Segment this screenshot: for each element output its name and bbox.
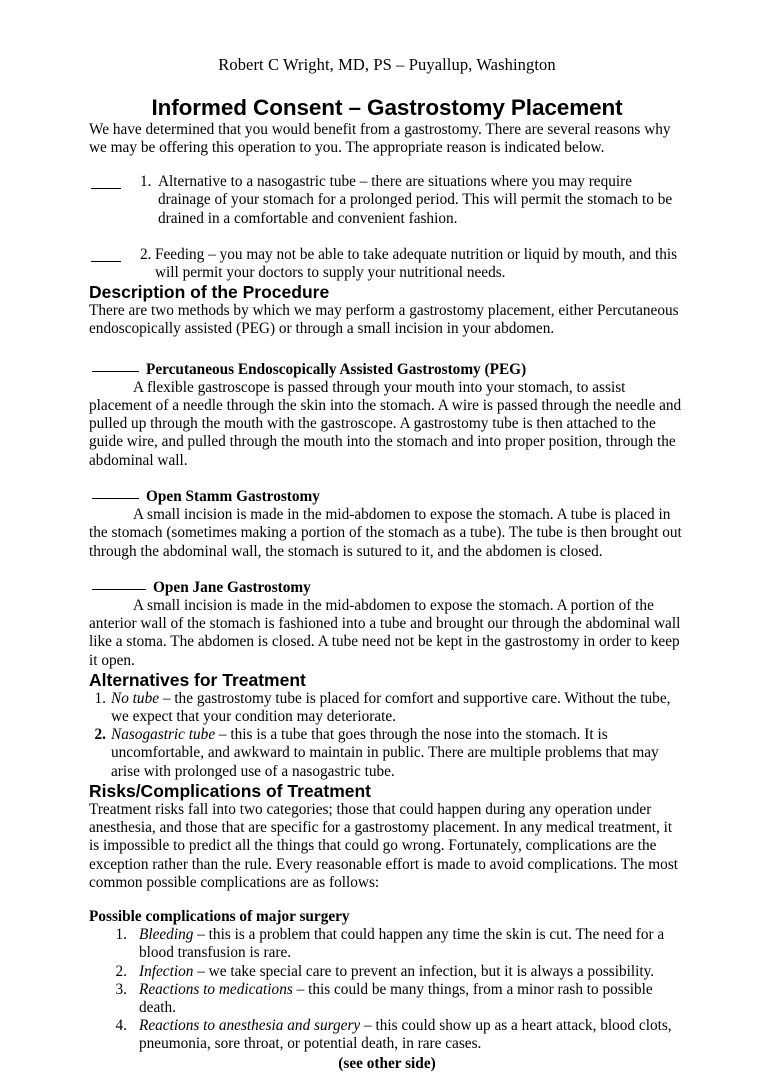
reason-1-blank-line[interactable] bbox=[91, 175, 121, 189]
procedure-block-stamm bbox=[89, 487, 685, 561]
document-content bbox=[89, 0, 685, 1073]
alternative-1-term: No tube bbox=[111, 689, 160, 707]
description-paragraph: There are two methods by which we may perform a gastrostomy placement, either Percutaneous endoscopically assisted (PEG) or through a small incision in your abdomen. bbox=[89, 302, 679, 338]
intro-paragraph: We have determined that you would benefit from a gastrostomy. There are several reasons why we may be offering this operation to you. The appropriate reason is indicated below. bbox=[89, 120, 671, 156]
procedure-peg-title: Percutaneous Endoscopically Assisted Gastrostomy (PEG) bbox=[146, 360, 527, 378]
reason-2-text: Feeding – you may not be able to take adequate nutrition or liquid by mouth, and this will permit your doctors to supply your nutritional needs. bbox=[155, 245, 678, 281]
section-heading-alternatives: Alternatives for Treatment bbox=[89, 669, 306, 690]
risk-2-term: Infection bbox=[139, 962, 194, 980]
alternative-1-text bbox=[111, 690, 685, 726]
reason-1-text: Alternative to a nasogastric tube – there are situations where you may require drainage of your stomach for a prolonged period. This will permit the stomach to be drained in a comfortable and convenient fashion. bbox=[158, 173, 673, 227]
reason-item-2 bbox=[89, 246, 685, 282]
procedure-block-peg bbox=[89, 360, 685, 470]
risk-item-1 bbox=[89, 926, 685, 962]
alternatives-list bbox=[89, 690, 685, 781]
procedure-jane-title: Open Jane Gastrostomy bbox=[153, 578, 311, 596]
reason-2-blank-line[interactable] bbox=[91, 248, 121, 262]
risks-list bbox=[89, 926, 685, 1053]
risk-2-rest: – we take special care to prevent an infection, but it is always a possibility. bbox=[193, 962, 655, 980]
risk-3-rest: – this could be many things, from a minor rash to possible death. bbox=[139, 980, 653, 1017]
alternative-1-rest: – the gastrostomy tube is placed for comfort and supportive care. Without the tube, we expect that your condition may deteriorate. bbox=[111, 689, 671, 726]
procedure-peg-blank-line[interactable] bbox=[92, 360, 139, 372]
alternative-2-term: Nasogastric tube bbox=[111, 726, 216, 744]
reasons-list bbox=[89, 173, 685, 282]
risk-item-2 bbox=[89, 963, 685, 981]
risk-3-number: 3. bbox=[115, 980, 127, 998]
procedure-stamm-body: A small incision is made in the mid-abdomen to expose the stomach. A tube is placed in the stomach (sometimes making a portion of the stomach as a tube). The tube is then brought out through the abdominal wall, the stomach is sutured to it, and the abdomen is closed. bbox=[89, 506, 682, 560]
reason-1-number: 1. bbox=[140, 173, 152, 191]
risk-3-text bbox=[139, 981, 685, 1017]
procedure-stamm-heading-row bbox=[89, 487, 685, 506]
alternative-2-text bbox=[111, 726, 685, 781]
see-other-side-note: (see other side) bbox=[338, 1054, 436, 1072]
risk-2-text bbox=[139, 963, 685, 981]
procedure-peg-body: A flexible gastroscope is passed through your mouth into your stomach, to assist placement of a needle through the skin into the stomach. A wire is passed through the needle and pulled up through the mouth with the gastroscope. A gastrostomy tube is then attached to the guide wire, and pulled through the mouth into the stomach and into proper position, through the abdominal wall. bbox=[89, 378, 682, 469]
procedure-block-jane bbox=[89, 578, 685, 670]
risk-4-rest: – this could show up as a heart attack, blood clots, pneumonia, sore throat, or potential death, in rare cases. bbox=[139, 1017, 672, 1053]
procedure-jane-body: A small incision is made in the mid-abdomen to expose the stomach. A portion of the anterior wall of the stomach is fashioned into a tube and brought our through the abdominal wall like a stoma. The abdomen is closed. A tube need not be kept in the gastrostomy in order to keep it open. bbox=[89, 596, 681, 669]
alternative-item-1 bbox=[89, 690, 685, 726]
risk-4-term: Reactions to anesthesia and surgery bbox=[139, 1017, 361, 1035]
risk-4-text bbox=[139, 1017, 685, 1053]
page-title: Informed Consent – Gastrostomy Placement bbox=[151, 94, 623, 120]
procedure-stamm-blank-line[interactable] bbox=[92, 487, 139, 499]
risk-item-3 bbox=[89, 981, 685, 1017]
procedure-jane-heading-row bbox=[89, 578, 685, 597]
clinic-header: Robert C Wright, MD, PS – Puyallup, Washington bbox=[218, 55, 556, 74]
risk-item-4 bbox=[89, 1017, 685, 1053]
alternative-2-rest: – this is a tube that goes through the nose into the stomach. It is uncomfortable, and awkward to maintain in public. There are multiple problems that may arise with prolonged use of a nasogastric tube. bbox=[111, 726, 659, 780]
risk-3-term: Reactions to medications bbox=[139, 980, 293, 998]
procedure-stamm-title: Open Stamm Gastrostomy bbox=[146, 487, 320, 505]
section-heading-risks: Risks/Complications of Treatment bbox=[89, 780, 372, 801]
risk-2-number: 2. bbox=[115, 962, 127, 980]
risk-1-rest: – this is a problem that could happen any time the skin is cut. The need for a blood transfusion is rare. bbox=[139, 926, 665, 962]
reason-2-number: 2. bbox=[140, 245, 152, 263]
alternative-2-number: 2. bbox=[94, 726, 106, 744]
risk-1-text bbox=[139, 926, 685, 962]
risk-1-term: Bleeding bbox=[139, 926, 194, 944]
section-heading-description: Description of the Procedure bbox=[89, 282, 330, 303]
alternative-1-number: 1. bbox=[94, 689, 106, 707]
reason-item-1 bbox=[89, 173, 685, 228]
procedure-jane-blank-line[interactable] bbox=[92, 578, 146, 590]
procedure-peg-heading-row bbox=[89, 360, 685, 379]
risk-1-number: 1. bbox=[115, 926, 127, 944]
alternative-item-2 bbox=[89, 726, 685, 781]
risk-4-number: 4. bbox=[115, 1017, 127, 1035]
risks-paragraph: Treatment risks fall into two categories; those that could happen during any operation under anesthesia, and those that are specific for a gastrostomy placement. In any medical treatment, it is impossible to predict all the things that could go wrong. Fortunately, complications are the exception rather than the rule. Every reasonable effort is made to avoid complications. The most common possible complications are as follows: bbox=[89, 800, 679, 891]
risks-subheading: Possible complications of major surgery bbox=[89, 908, 350, 925]
